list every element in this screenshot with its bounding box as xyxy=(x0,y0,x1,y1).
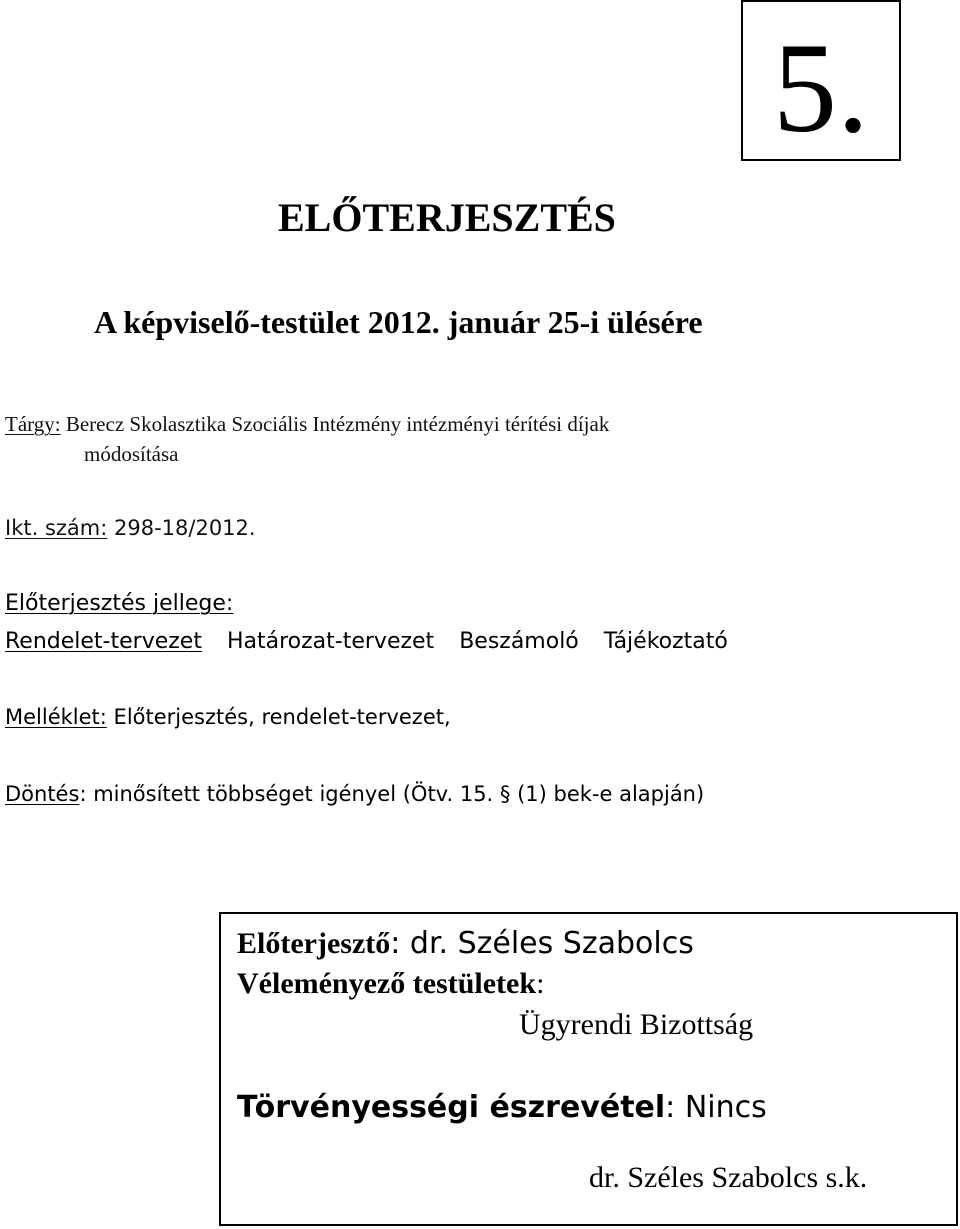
presenter-value: : dr. Széles Szabolcs xyxy=(390,926,694,961)
decision-value: : minősített többséget igényel (Ötv. 15. § (1) bek-e alapján) xyxy=(79,782,705,806)
reviewers-label: Véleményező testületek xyxy=(237,967,537,1000)
reviewers-colon: : xyxy=(536,967,545,1000)
legality-label: Törvényességi észrevétel xyxy=(237,1090,666,1125)
decision-line xyxy=(5,782,704,806)
agenda-number: 5. xyxy=(773,17,869,159)
agenda-number-box xyxy=(741,0,901,161)
registration-line xyxy=(5,516,256,540)
decision-label: Döntés xyxy=(5,782,80,806)
nature-label: Előterjesztés jellege: xyxy=(5,591,234,616)
nature-option: Tájékoztató xyxy=(603,629,728,654)
nature-option-selected: Rendelet-tervezet xyxy=(5,629,202,654)
nature-option: Határozat-tervezet xyxy=(226,629,435,654)
attachment-value: Előterjesztés, rendelet-tervezet, xyxy=(113,705,451,729)
legality-line xyxy=(237,1091,767,1124)
presenter-label: Előterjesztő xyxy=(237,927,391,960)
document-title: ELŐTERJESZTÉS xyxy=(278,195,616,240)
subject-text: Berecz Skolasztika Szociális Intézmény intézményi térítési díjak xyxy=(65,412,610,436)
presenter-box xyxy=(219,912,958,1226)
attachment-label: Melléklet: xyxy=(5,705,107,729)
registration-value: 298-18/2012. xyxy=(114,516,256,540)
legality-value: : Nincs xyxy=(665,1090,767,1125)
attachment-line xyxy=(5,705,451,729)
subject-continuation: módosítása xyxy=(84,442,179,466)
signature: dr. Széles Szabolcs s.k. xyxy=(589,1161,868,1194)
presenter-line xyxy=(237,927,694,960)
reviewers-line xyxy=(237,967,544,1000)
subject-label: Tárgy: xyxy=(5,412,61,436)
nature-option: Beszámoló xyxy=(459,629,579,654)
registration-label: Ikt. szám: xyxy=(5,516,108,540)
reviewer-committee: Ügyrendi Bizottság xyxy=(519,1008,754,1041)
subject-line xyxy=(5,412,609,437)
meeting-subtitle: A képviselő-testület 2012. január 25-i ülésére xyxy=(94,304,703,340)
nature-options xyxy=(5,629,728,654)
